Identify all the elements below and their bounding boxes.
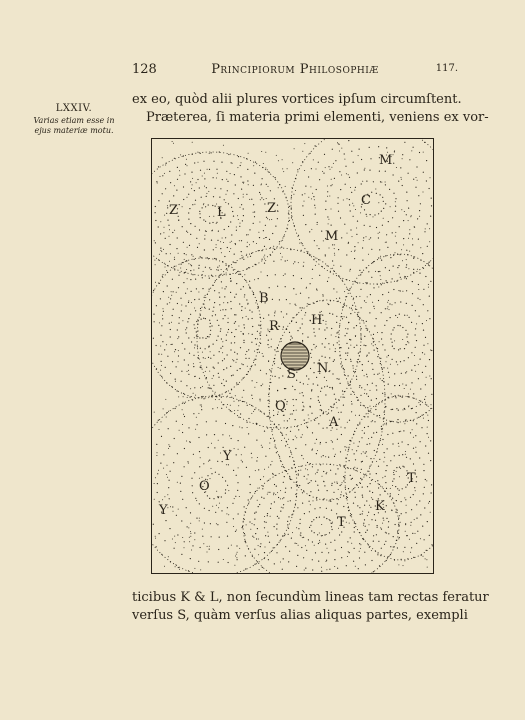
body-text-line: Præterea, ſi materia primi elementi, veniens ex vor- bbox=[146, 110, 489, 125]
figure-label-s: S bbox=[287, 367, 296, 382]
figure-label-y: Y bbox=[223, 449, 232, 464]
figure-label-k: K bbox=[375, 499, 385, 514]
figure-label-b: B bbox=[259, 291, 269, 306]
figure-label-y: Y bbox=[159, 503, 168, 518]
margin-note bbox=[18, 103, 130, 136]
body-text-line: verſus S, quàm verſus alias aliquas partes, exempli bbox=[132, 608, 468, 623]
figure-label-q: Q bbox=[275, 399, 286, 414]
figure-label-z: Z bbox=[267, 201, 277, 216]
figure-label-z: Z bbox=[169, 203, 179, 218]
vortex-boundary bbox=[243, 464, 399, 574]
figure-label-m: M bbox=[325, 229, 339, 244]
figure-label-c: C bbox=[361, 193, 371, 208]
body-text-line: ex eo, quòd alii plures vortices ipſum circumſtent. bbox=[132, 92, 462, 107]
figure-label-a: A bbox=[329, 415, 339, 430]
vortex-boundary bbox=[151, 396, 297, 574]
figure-label-m: M bbox=[379, 153, 393, 168]
figure-label-t: T bbox=[337, 515, 346, 530]
folio-number: 117. bbox=[435, 63, 458, 74]
figure-label-l: L bbox=[217, 205, 226, 220]
running-head bbox=[132, 62, 458, 80]
margin-note-number: LXXIV. bbox=[55, 103, 93, 114]
vortex-boundary bbox=[291, 138, 434, 284]
running-title: Principiorum Philosophiæ bbox=[211, 62, 379, 77]
figure-label-r: R bbox=[269, 319, 279, 334]
sun-s bbox=[281, 342, 309, 370]
margin-note-line: ejus materiæ motu. bbox=[34, 126, 114, 135]
figure-label-h: H bbox=[311, 313, 323, 328]
vortex-diagram bbox=[151, 138, 434, 574]
figure-label-o: O bbox=[199, 479, 210, 494]
figure-label-t: T bbox=[407, 471, 416, 486]
figure-label-n: N bbox=[317, 361, 329, 376]
vortex-boundary bbox=[339, 254, 434, 422]
page-number: 128 bbox=[132, 62, 157, 77]
body-text-line: ticibus K & L, non ſecundùm lineas tam rectas feratur bbox=[132, 590, 489, 605]
margin-note-text bbox=[18, 116, 130, 136]
margin-note-line: Varias etiam esse in bbox=[33, 116, 115, 125]
vortex-figure bbox=[151, 138, 434, 574]
